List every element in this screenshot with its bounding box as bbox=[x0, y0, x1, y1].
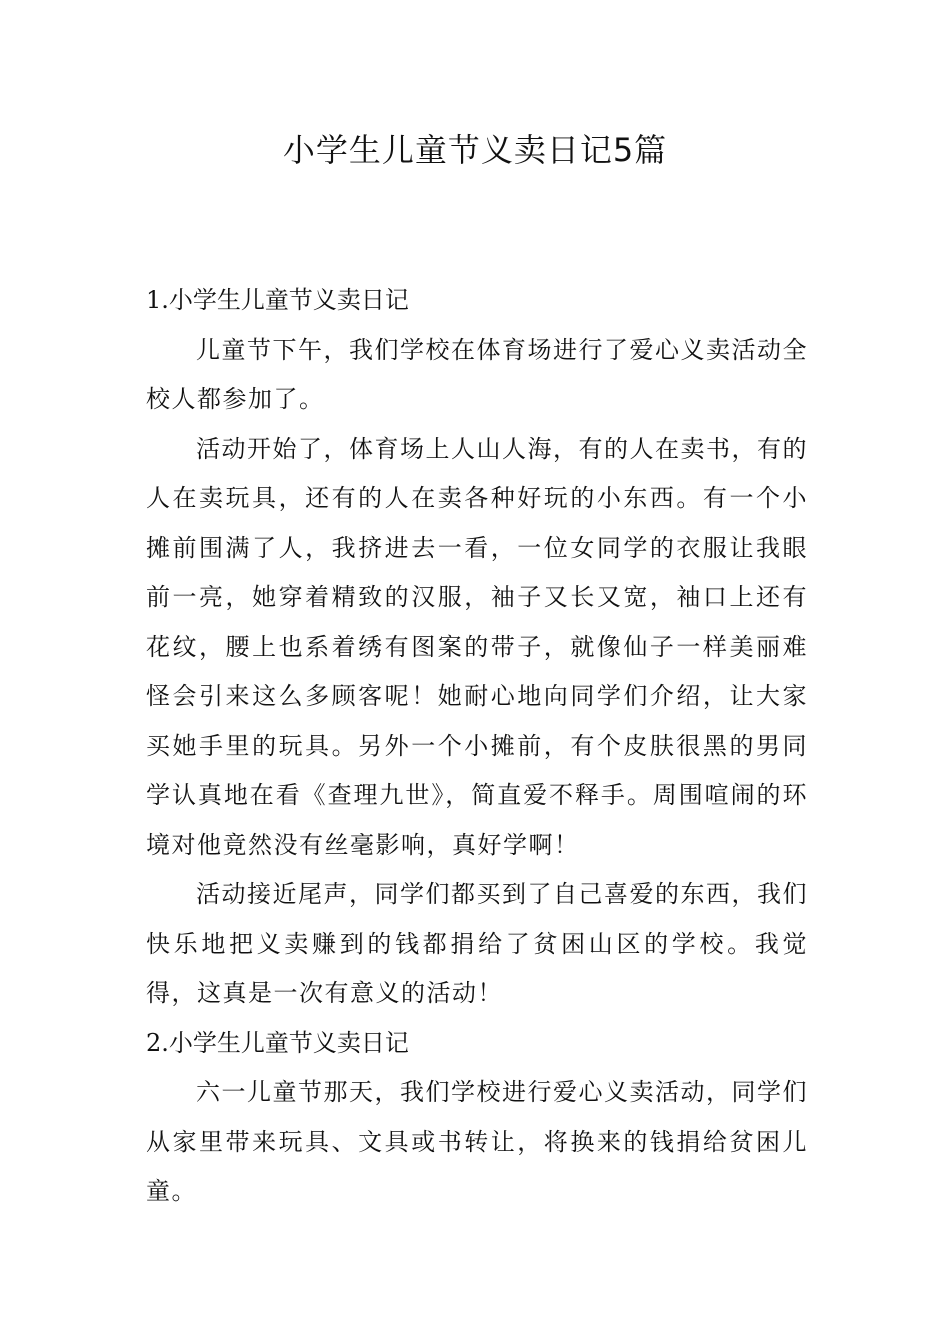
section-heading: 2.小学生儿童节义卖日记 bbox=[146, 1028, 409, 1057]
paragraph: 活动开始了，体育场上人山人海，有的人在卖书，有的人在卖玩具，还有的人在卖各种好玩的小东西。有一个小摊前围满了人，我挤进去一看，一位女同学的衣服让我眼前一亮，她穿着精致的汉服，袖子又长又宽，袖口上还有花纹，腰上也系着绣有图案的带子，就像仙子一样美丽难怪会引来这么多顾客呢！她耐心地向同学们介绍，让大家买她手里的玩具。另外一个小摊前，有个皮肤很黑的男同学认真地在看《查理九世》，简直爱不释手。周围喧闹的环境对他竟然没有丝毫影响，真好学啊！ bbox=[146, 434, 808, 859]
document-title: 小学生儿童节义卖日记5篇 bbox=[282, 131, 668, 169]
section-heading: 1.小学生儿童节义卖日记 bbox=[146, 286, 409, 314]
section-2 bbox=[146, 1019, 808, 1217]
paragraph: 六一儿童节那天，我们学校进行爱心义卖活动，同学们从家里带来玩具、文具或书转让，将换来的钱捐给贫困儿童。 bbox=[146, 1078, 808, 1205]
section-1 bbox=[146, 276, 808, 1019]
document-body bbox=[146, 276, 808, 1217]
paragraph: 儿童节下午，我们学校在体育场进行了爱心义卖活动全校人都参加了。 bbox=[146, 335, 808, 413]
paragraph: 活动接近尾声，同学们都买到了自己喜爱的东西，我们快乐地把义卖赚到的钱都捐给了贫困山区的学校。我觉得，这真是一次有意义的活动！ bbox=[146, 880, 808, 1007]
